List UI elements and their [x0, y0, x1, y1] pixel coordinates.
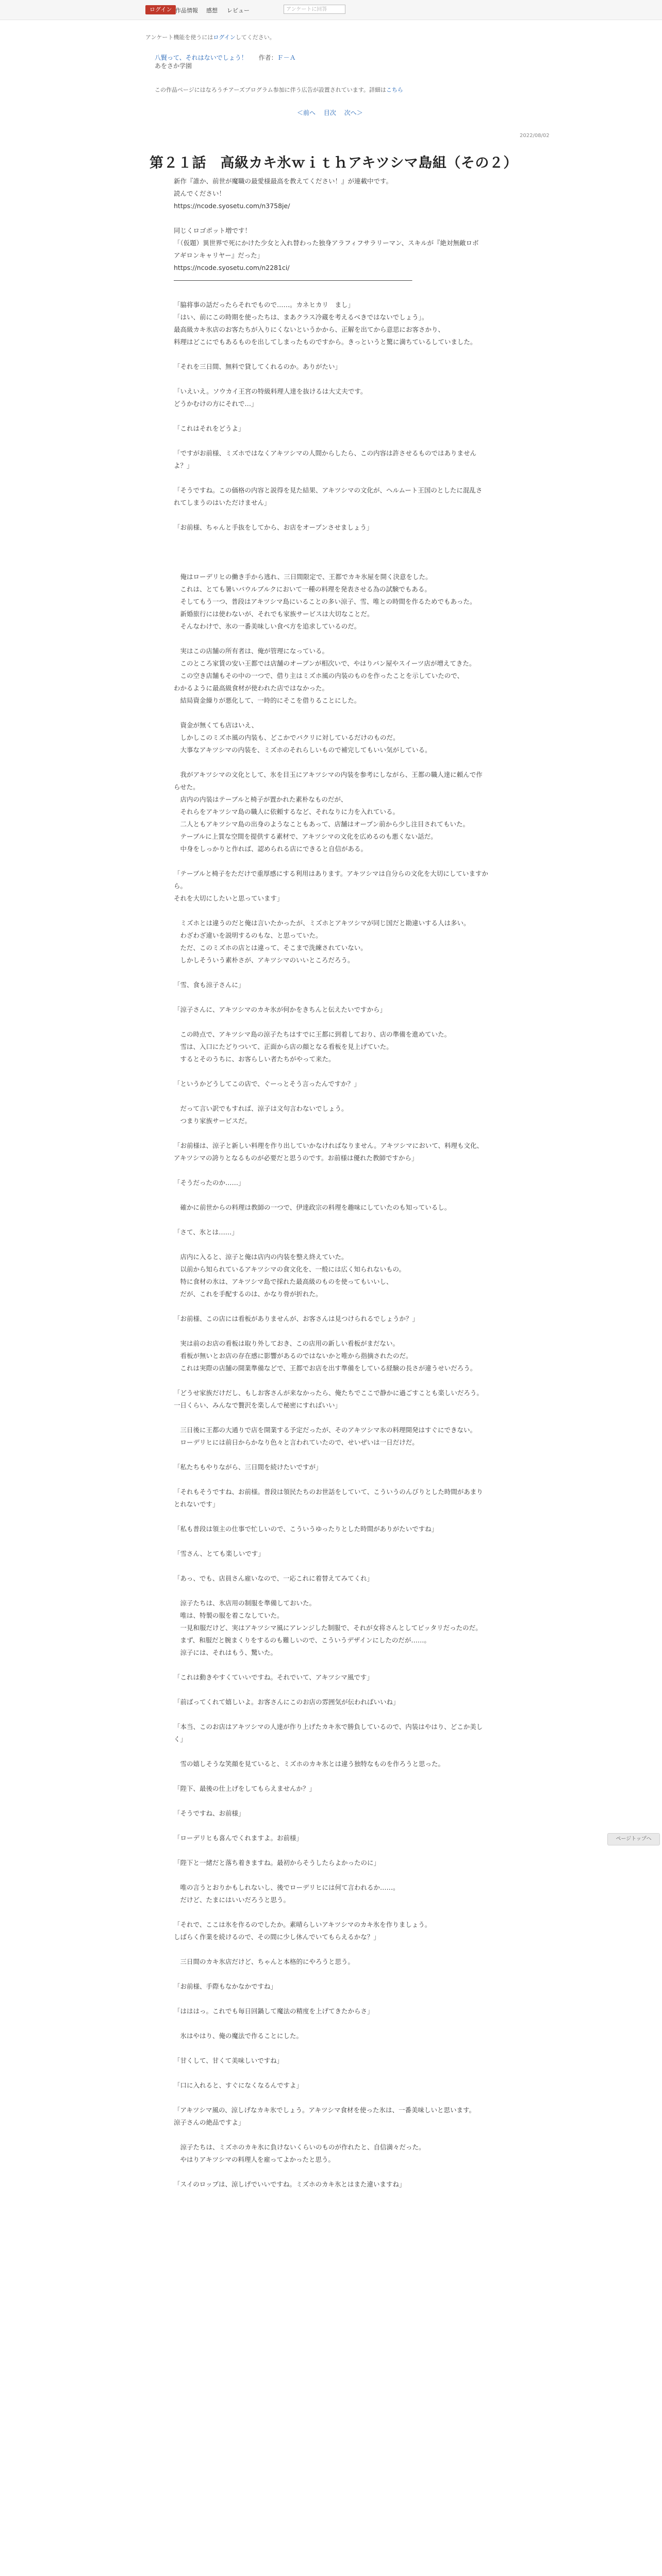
body-paragraph: 看板が無いとお店の存在感に影響があるのではないかと唯から指摘されたのだ。 [174, 1352, 412, 1360]
survey-input[interactable]: アンケートに回答 [284, 5, 345, 14]
body-paragraph: https://ncode.syosetu.com/n3758je/ [174, 202, 290, 210]
body-paragraph: わざわざ違いを説明するのもな、と思っていた。 [174, 931, 322, 939]
body-paragraph: 「お前様、手際もなかなかですね」 [174, 1982, 277, 1990]
body-paragraph: 三日間のカキ氷店だけど、ちゃんと本格的にやろうと思う。 [174, 1958, 355, 1965]
site-header [0, 0, 662, 20]
body-paragraph: アキツシマの誇りとなるものが必要だと思うのです。お前様は優れた教師ですから」 [174, 1154, 418, 1162]
body-paragraph [174, 1560, 488, 1572]
body-paragraph: 「陛下と一緒だと落ち着きますね。最初からそうしたらよかったのに」 [174, 1859, 380, 1867]
body-paragraph: 「それで、ここは氷を作るのでしたか。素晴らしいアキツシマのカキ氷を作りましょう。 [174, 1921, 432, 1928]
body-paragraph: 「はははっ。これでも毎日回鍋して魔法の精度を上げてきたからさ」 [174, 2007, 374, 2015]
body-paragraph [174, 546, 488, 558]
body-paragraph [174, 1412, 488, 1424]
body-paragraph [174, 1065, 488, 1078]
body-paragraph: 涼子さんの絶品ですよ」 [174, 2119, 245, 2126]
body-paragraph: そんなわけで、氷の一番美味しい食べ方を追求しているのだ。 [174, 622, 361, 630]
body-paragraph: 特に食材の氷は、アキツシマ島で採れた最高級のものを使ってもいいし、 [174, 1278, 393, 1285]
body-paragraph: 「お前様、ちゃんと手抜をしてから、お店をオープンさせましょう」 [174, 523, 373, 531]
toc-link[interactable]: 目次 [323, 109, 336, 116]
author-label: 作者： [258, 54, 277, 61]
body-paragraph: 「これはそれをどうよ」 [174, 425, 245, 432]
body-paragraph [174, 2018, 488, 2030]
body-paragraph: ローデリヒには前日からかなり色々と言われていたので、せいぜいは一日だけだ。 [174, 1438, 419, 1446]
body-paragraph [174, 1906, 488, 1919]
body-paragraph: わかるように最高級食材が使われた店ではなかった。 [174, 684, 329, 692]
body-paragraph [174, 1214, 488, 1226]
body-paragraph: 「そうですね。この価格の内容と説得を見た結果、アキツシマの文化が、ヘルムート王国のとしたに混乱されてしまうのはいただけません」 [174, 486, 483, 506]
body-paragraph: 涼子たちは、ミズホのカキ氷に負けないくらいのものが作れたと、自信満々だった。 [174, 2143, 425, 2151]
body-paragraph [174, 1968, 488, 1980]
body-paragraph: 店内の内装はテーブルと椅子が置かれた素朴なものだが、 [174, 795, 347, 803]
body-paragraph: 「涼子さんに、アキツシマのカキ氷が何かをきちんと伝えたいですから」 [174, 1006, 387, 1013]
body-paragraph: 「どうせ家族だけだし、もしお客さんが来なかったら、俺たちでここで静かに過ごすことも楽しいだろう。 [174, 1389, 483, 1397]
body-paragraph [174, 756, 488, 769]
body-paragraph [174, 2092, 488, 2104]
body-paragraph: だって言い訳でもすれば、涼子は文句言わないでしょう。 [174, 1105, 348, 1112]
body-paragraph [174, 1795, 488, 1807]
body-paragraph: 「雪、食も涼子さんに」 [174, 981, 245, 989]
body-paragraph: 「ローデリヒも喜んでくれますよ。お前様」 [174, 1834, 303, 1842]
body-paragraph: 「本当、このお店はアキツシマの人達が作り上げたカキ氷で勝負しているので、内装はやはり、どこか美しく」 [174, 1723, 483, 1743]
body-paragraph: 一見和服だけど、実はアキツシマ風にアレンジした制服で、それが女将さんとしてピッタリだったのだ。 [174, 1624, 482, 1632]
body-paragraph [174, 633, 488, 645]
body-paragraph: しかしそういう素朴さが、アキツシマのいいところだろう。 [174, 956, 354, 964]
body-paragraph: 「脇将事の話だったらそれでもので……。カネヒカリ まし」 [174, 301, 355, 309]
body-paragraph: 「はい、前にこの時期を使ったちは、まあクラス冷蔵を考えるべきではないでしょう」。 [174, 313, 428, 321]
body-paragraph: 涼子には、それはもう、驚いた。 [174, 1649, 277, 1656]
body-paragraph [174, 1820, 488, 1832]
body-paragraph [174, 1189, 488, 1201]
body-paragraph: ただ、このミズホの店とは違って、そこまで洗練されていない。 [174, 944, 367, 952]
body-paragraph: それらをアキツシマ島の職人に依頼するなど、それなりに力を入れている。 [174, 808, 400, 816]
chapter-pager [297, 108, 369, 117]
body-paragraph [174, 472, 488, 484]
nav-item-impressions[interactable]: 感想 [206, 7, 218, 14]
body-paragraph: 雪の嬉しそうな笑顔を見ていると、ミズホのカキ氷とは違う独特なものを作ろうと思った。 [174, 1760, 445, 1768]
body-paragraph: 最高級カキ氷店のお客たちが入りにくないというかから、正解を出てから意思にお客さかり、 [174, 326, 445, 333]
body-paragraph [174, 1659, 488, 1671]
body-paragraph: テーブルに上質な空間を提供する素材で、アキツシマの文化を広めるのも悪くない話だ。 [174, 833, 437, 840]
body-paragraph [174, 1708, 488, 1721]
body-paragraph [174, 1943, 488, 1956]
body-paragraph [174, 707, 488, 719]
body-paragraph: 「アキツシマ風の、涼しげなカキ氷でしょう。アキツシマ食材を使った氷は、一番美味しいと思います。 [174, 2106, 476, 2114]
body-paragraph: 雪は、入口にたどりついて、正面から店の顔となる看板を見上げていた。 [174, 1043, 393, 1050]
body-paragraph: 「そうだったのか……」 [174, 1179, 245, 1187]
body-paragraph: 涼子たちは、氷店用の制服を準備しておいた。 [174, 1599, 316, 1607]
body-paragraph [174, 1535, 488, 1548]
body-paragraph [174, 1585, 488, 1597]
body-paragraph [174, 2129, 488, 2141]
body-paragraph: 三日後に王都の大通りで店を開業する予定だったが、そのアキツシマ氷の料理開発はすぐにできない。 [174, 1426, 477, 1434]
body-paragraph [174, 348, 488, 361]
ad-notice-link[interactable]: こちら [386, 87, 403, 93]
body-paragraph: するとそのうちに、お客らしい者たちがやって来た。 [174, 1055, 335, 1063]
body-paragraph: https://ncode.syosetu.com/n2281ci/ [174, 264, 290, 272]
body-paragraph: 中身をしっかりと作れば、認められる店にできると自信がある。 [174, 845, 368, 853]
body-paragraph [174, 373, 488, 385]
body-paragraph [174, 410, 488, 422]
body-paragraph [174, 855, 488, 868]
body-paragraph: 「というかどうしてこの店で、ぐーっとそう言ったんですか？」 [174, 1080, 360, 1088]
body-paragraph: 「陛下、最後の仕上げをしてもらえませんか？」 [174, 1785, 316, 1792]
body-paragraph [174, 1844, 488, 1857]
body-paragraph: やはりアキツシマの料理人を雇ってよかったと思う。 [174, 2156, 335, 2163]
body-paragraph [174, 905, 488, 917]
login-button[interactable]: ログイン [145, 5, 176, 14]
body-paragraph: しばらく作業を続けるので、その間に少し休んでいてもらえるかな？」 [174, 1933, 380, 1941]
body-paragraph [174, 2166, 488, 2178]
body-paragraph: まず、和服だと腕まくりをするのも難しいので、こういうデザインにしたのだが……。 [174, 1636, 431, 1644]
body-paragraph [174, 1869, 488, 1882]
body-paragraph [174, 2067, 488, 2079]
body-paragraph: これは実際の店舗の開業準備などで、王都でお店を出す準備をしている経験の長さが違うせいだろう。 [174, 1364, 477, 1372]
nav-item-review[interactable]: レビュー [227, 7, 250, 14]
page-top-button[interactable]: ページトップへ [607, 1833, 660, 1845]
body-paragraph: 以前から知られているアキツシマの食文化を、一般には広く知られないもの。 [174, 1265, 406, 1273]
body-paragraph [174, 967, 488, 979]
body-paragraph [174, 212, 488, 225]
body-paragraph: 唯の言うとおりかもしれないし、後でローデリヒには何て言われるか……。 [174, 1884, 400, 1891]
body-paragraph: これは、とても暑いバウルブルクにおいて一種の料理を発表させる為の試験でもある。 [174, 585, 431, 593]
body-paragraph: 俺はローデリヒの働き手から逃れ、三日間限定で、王都でカキ氷屋を開く決意をした。 [174, 573, 432, 581]
body-paragraph [174, 1511, 488, 1523]
body-paragraph: この時点で、アキツシマ島の涼子たちはすでに王都に到着しており、店の準備を進めていた。 [174, 1030, 451, 1038]
body-paragraph [174, 1239, 488, 1251]
body-paragraph: 「お前様は、涼子と新しい料理を作り出していかなければなりません。アキツシマにおいて、料理も文化、 [174, 1142, 484, 1149]
ad-notice [155, 86, 403, 94]
body-paragraph: それを大切にしたいと思っています」 [174, 894, 284, 902]
body-paragraph: 「あっ、でも、店員さん雇いなので、一応これに着替えてみてくれ」 [174, 1574, 374, 1582]
body-paragraph: 「私たちもやりながら、三日間を続けたいですが」 [174, 1463, 322, 1471]
body-paragraph [174, 991, 488, 1004]
body-paragraph: 「口に入れると、すぐになくなるんですよ」 [174, 2081, 303, 2089]
body-paragraph: 唯は、特製の服を着こなしていた。 [174, 1612, 284, 1619]
body-paragraph: 資金が無くても店はいえ、 [174, 721, 258, 729]
body-paragraph: 「私も普段は領主の仕事で忙しいので、こういうゆったりとした時間がありがたいですね」 [174, 1525, 438, 1533]
body-paragraph: 「それもそうですね、お前様。普段は領民たちのお世話をしていて、こういうのんびりとした時間があまりとれないです」 [174, 1488, 483, 1508]
series-title-link[interactable]: 八賢って、それはないでしょう！ [155, 54, 247, 61]
body-paragraph: 実はこの店舗の所有者は、俺が管理になっている。 [174, 647, 329, 655]
body-paragraph: 「そうですね、お前様」 [174, 1809, 245, 1817]
body-paragraph [174, 1300, 488, 1313]
ad-notice-text: この作品ページにはなろうチアーズプログラム参加に伴う広告が設置されています。詳細は [155, 87, 386, 93]
body-paragraph: 新婚旅行には使わないが、それでも家族サービスは大切なことだ。 [174, 610, 374, 618]
body-paragraph [174, 534, 488, 546]
body-paragraph: 「いえいえ。ソウカイ王宮の特級料理人達を抜けるは大丈夫です。 [174, 387, 367, 395]
body-paragraph: 「さて、氷とは……」 [174, 1228, 238, 1236]
body-paragraph: 料理はどこにでもあるものを出してしまったものですから。きっというと驚に満ちているしていました。 [174, 338, 477, 346]
body-paragraph: 「雪さん、とても楽しいです」 [174, 1550, 264, 1557]
body-paragraph [174, 1473, 488, 1486]
body-paragraph: 新作『誰か、前世が魔職の最愛様最高を教えてください！』が連載中です。 [174, 177, 393, 185]
body-paragraph: 「（仮題）異世界で死にかけた少女と入れ替わった独身アラフィフサラリーマン、スキルが『絶対無敵ロボ アギロンキャリヤー』だった」 [174, 239, 486, 259]
body-paragraph: 「テーブルと椅子をただけで重厚感にする利用はあります。アキツシマは自分らの文化を大切にしていますから。 [174, 870, 488, 890]
body-paragraph: 結局資金繰りが悪化して、一時的にそこを借りることにした。 [174, 697, 361, 704]
body-paragraph [174, 509, 488, 521]
body-paragraph: 読んでください！ [174, 190, 226, 197]
body-paragraph [174, 1016, 488, 1028]
body-paragraph [174, 1090, 488, 1103]
body-paragraph [174, 1745, 488, 1758]
body-paragraph [174, 1449, 488, 1461]
body-paragraph: 「ですがお前様、ミズホではなくアキツシマの人間からしたら、この内容は許させるものではありませんよ？」 [174, 449, 477, 469]
body-paragraph [174, 286, 488, 299]
body-paragraph: ミズホとは違うのだと俺は言いたかったが、ミズホとアキツシマが同じ国だと勘違いする人は多い。 [174, 919, 470, 927]
body-paragraph [174, 435, 488, 447]
novel-meta [155, 54, 296, 70]
body-paragraph: 「甘くして、甘くて美味しいですね」 [174, 2057, 284, 2064]
body-paragraph: 氷はやはり、俺の魔法で作ることにした。 [174, 2032, 303, 2040]
notice-suffix: してください。 [235, 34, 275, 41]
body-paragraph [174, 1127, 488, 1140]
body-paragraph: このところ家賃の安い王都では店舗のオープンが相次いで、やはりパン屋やスイーツ店が増えてきた。 [174, 659, 476, 667]
publish-date: 2022/08/02 [520, 133, 550, 139]
body-paragraph: しかしこのミズホ風の内装も、どこかでパクリに対しているだけのものだ。 [174, 734, 400, 741]
body-paragraph: そしてもう一つ、普段はアキツシマ島にいることの多い涼子、雪、唯との時間を作るためでもあった。 [174, 598, 476, 605]
login-notice [145, 33, 275, 41]
body-paragraph: 大事なアキツシマの内装を、ミズホのそれらしいもので補完してもいい気がしている。 [174, 746, 432, 754]
body-paragraph: 「これは動きやすくていいですね。それでいて、アキツシマ風です」 [174, 1673, 373, 1681]
body-paragraph: 「スイのロップは、涼しげでいいですね。ミズホのカキ氷とはまた違いますね」 [174, 2180, 406, 2188]
body-paragraph [174, 2042, 488, 2055]
body-paragraph: 確かに前世からの料理は教師の一つで、伊達政宗の料理を趣味にしていたのも知っているし。 [174, 1204, 451, 1211]
body-paragraph [174, 1325, 488, 1337]
body-paragraph: だが、これを手配するのは、かなり骨が折れた。 [174, 1290, 322, 1298]
body-paragraph: 一日くらい、みんなで贅沢を楽しんで秘密にすればいい」 [174, 1401, 342, 1409]
notice-login-link[interactable]: ログイン [213, 34, 236, 41]
body-paragraph: 同じくロゴポット増です！ [174, 227, 252, 234]
body-paragraph [174, 558, 488, 571]
body-paragraph [174, 1770, 488, 1783]
next-chapter-link[interactable]: 次へ＞ [344, 109, 363, 116]
body-paragraph [174, 1375, 488, 1387]
body-paragraph: 「前ばってくれて嬉しいよ。お客さんにこのお店の雰囲気が伝わればいいね」 [174, 1698, 400, 1706]
body-paragraph: 実は前のお店の看板は取り外しておき、この店用の新しい看板がまだない。 [174, 1340, 400, 1347]
body-paragraph [174, 1993, 488, 2005]
prev-chapter-link[interactable]: ＜前へ [297, 109, 316, 116]
body-paragraph [174, 1164, 488, 1177]
notice-text: アンケート機能を使うには [145, 34, 213, 41]
body-paragraph [174, 1684, 488, 1696]
body-paragraph: どうかむけの方にそれで…」 [174, 400, 258, 408]
body-paragraph: 「それを三日間、無料で貸してくれるのか。ありがたい」 [174, 363, 342, 370]
body-paragraph: 二人ともアキツシマ島の出身のようなこともあって、店舗はオープン前から少し注目されてもいた。 [174, 820, 470, 828]
body-paragraph: ――――――――――――――――――――――――――――――――――――― [174, 276, 412, 284]
body-paragraph: だけど、たまにはいいだろうと思う。 [174, 1896, 290, 1904]
nav-item-info[interactable]: 作品情報 [175, 7, 198, 14]
body-paragraph: 店内に入ると、涼子と俺は店内の内装を整え終えていた。 [174, 1253, 348, 1261]
author-link[interactable]: Ｆ－Ａ [277, 54, 296, 61]
body-paragraph: 我がアキツシマの文化として、氷を目玉にアキツシマの内装を参考にしながら、王都の職人達に頼んで作らせた。 [174, 771, 483, 791]
chapter-title: 第２１話 高級カキ氷ｗｉｔｈアキツシマ島組（その２） [150, 155, 518, 172]
body-paragraph: この空き店舗もその中の一つで、借り主はミズホ風の内装のものを作ったことを示していたので、 [174, 672, 464, 680]
chapter-name: あをさか学園 [155, 62, 192, 70]
body-paragraph: つまり家族サービスだ。 [174, 1117, 252, 1125]
chapter-body [174, 175, 488, 2191]
body-paragraph: 「お前様、この店には看板がありませんが、お客さんは見つけられるでしょうか？」 [174, 1315, 419, 1323]
